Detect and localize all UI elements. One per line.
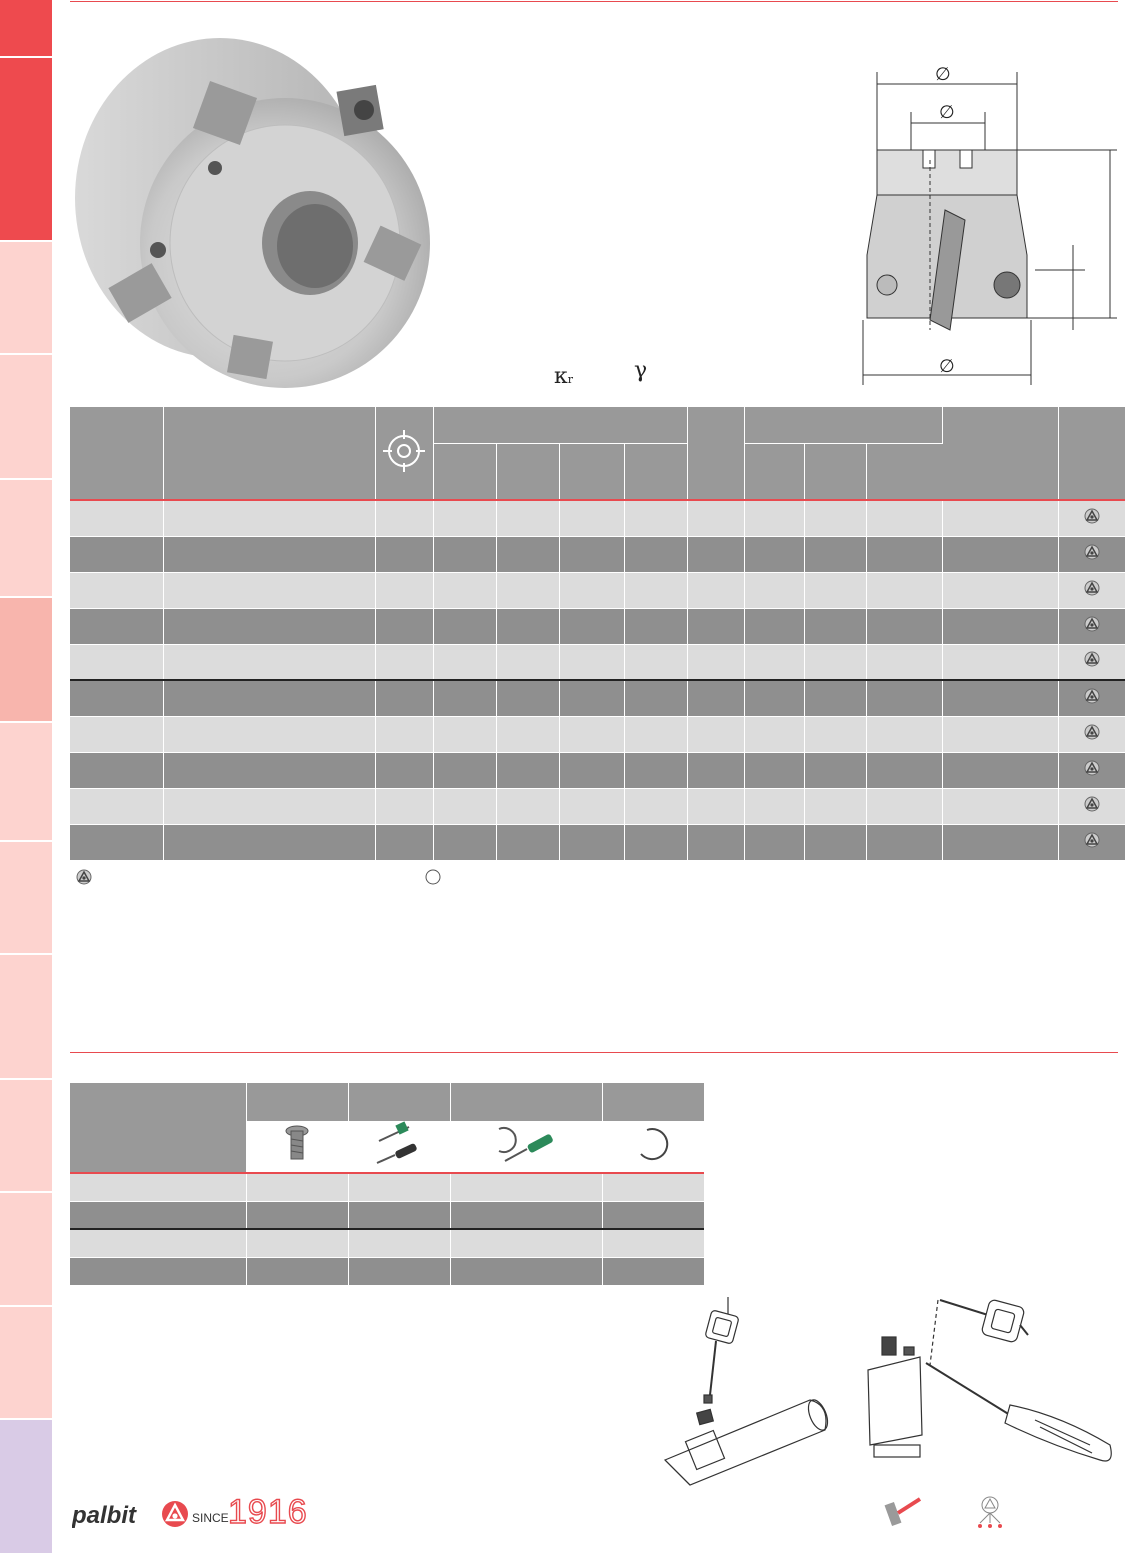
header-group-2 — [744, 407, 942, 443]
side-tab-11[interactable] — [0, 1193, 52, 1307]
table-cell — [70, 824, 163, 860]
table-cell — [70, 536, 163, 572]
stock-cell — [1058, 788, 1125, 824]
table-cell — [942, 500, 1058, 536]
side-tab-13[interactable] — [0, 1420, 52, 1555]
table-cell — [744, 644, 804, 680]
table-cell — [866, 824, 942, 860]
table-cell — [559, 536, 624, 572]
diameter-symbol-1: ∅ — [935, 64, 951, 85]
table-cell — [375, 536, 433, 572]
stock-triangle-icon — [1084, 508, 1100, 524]
table-row — [70, 572, 1125, 608]
table-cell — [866, 680, 942, 716]
table-cell — [804, 824, 866, 860]
table-cell — [433, 824, 496, 860]
acc-cell — [70, 1257, 246, 1285]
stock-triangle-icon — [1084, 724, 1100, 740]
stock-triangle-icon — [1084, 760, 1100, 776]
acc-cell — [450, 1257, 602, 1285]
stock-cell — [1058, 680, 1125, 716]
circle-icon — [425, 869, 441, 885]
side-tab-5[interactable] — [0, 480, 52, 598]
table-cell — [375, 788, 433, 824]
stock-cell — [1058, 716, 1125, 752]
table-cell — [804, 752, 866, 788]
acc-cell — [602, 1173, 704, 1201]
table-cell — [433, 788, 496, 824]
table-cell — [942, 608, 1058, 644]
table-cell — [942, 536, 1058, 572]
table-cell — [559, 644, 624, 680]
table-cell — [804, 716, 866, 752]
table-cell — [70, 752, 163, 788]
side-tab-strip — [0, 0, 52, 1555]
table-cell — [624, 500, 687, 536]
table-cell — [866, 608, 942, 644]
section-rule — [70, 1052, 1118, 1053]
table-row — [70, 644, 1125, 680]
side-tab-2[interactable] — [0, 58, 52, 242]
table-cell — [433, 680, 496, 716]
table-cell — [375, 752, 433, 788]
table-cell — [866, 644, 942, 680]
table-cell — [163, 608, 375, 644]
acc-cell — [70, 1201, 246, 1229]
acc-cell — [348, 1229, 450, 1257]
torx-key-icon — [371, 1121, 427, 1167]
acc-header-5 — [602, 1083, 704, 1121]
table-cell — [744, 500, 804, 536]
table-cell — [687, 788, 744, 824]
table-cell — [942, 824, 1058, 860]
table-cell — [804, 572, 866, 608]
table-cell — [744, 752, 804, 788]
table-cell — [624, 608, 687, 644]
header-col-1 — [70, 407, 163, 500]
table-cell — [942, 680, 1058, 716]
stock-cell — [1058, 572, 1125, 608]
table-row — [70, 536, 1125, 572]
acc-cell — [70, 1229, 246, 1257]
table-cell — [496, 716, 559, 752]
table-cell — [375, 608, 433, 644]
coolant-target-icon — [382, 429, 426, 473]
retaining-ring-icon — [633, 1124, 673, 1164]
acc-header-4 — [450, 1083, 602, 1121]
acc-cell — [450, 1229, 602, 1257]
table-cell — [375, 644, 433, 680]
acc-icon-key — [348, 1121, 450, 1173]
since-year: 1916 — [228, 1493, 308, 1531]
header-sub-2 — [496, 443, 559, 500]
table-cell — [687, 536, 744, 572]
header-coolant — [375, 407, 433, 500]
table-cell — [687, 500, 744, 536]
table-cell — [433, 644, 496, 680]
table-cell — [804, 788, 866, 824]
table-cell — [433, 752, 496, 788]
table-row — [70, 788, 1125, 824]
table-cell — [687, 680, 744, 716]
table-cell — [70, 608, 163, 644]
table-cell — [559, 680, 624, 716]
table-cell — [804, 536, 866, 572]
table-cell — [559, 500, 624, 536]
face-mill-assembly-drawing — [860, 1295, 1120, 1495]
acc-row — [70, 1173, 704, 1201]
table-cell — [433, 536, 496, 572]
legend-stock — [76, 869, 92, 890]
stock-triangle-icon — [1084, 796, 1100, 812]
table-cell — [866, 716, 942, 752]
table-cell — [866, 752, 942, 788]
torque-screwdriver-icon — [491, 1121, 561, 1167]
table-cell — [687, 716, 744, 752]
milling-cutter-photo — [70, 18, 430, 388]
table-row — [70, 500, 1125, 536]
diameter-symbol-2: ∅ — [939, 102, 955, 123]
stock-triangle-icon — [1084, 651, 1100, 667]
side-tab-7[interactable] — [0, 723, 52, 842]
stock-triangle-icon — [1084, 688, 1100, 704]
table-cell — [496, 500, 559, 536]
kappa-symbol — [554, 364, 573, 389]
header-col-2 — [163, 407, 375, 500]
stock-triangle-icon — [1084, 616, 1100, 632]
table-cell — [687, 752, 744, 788]
table-cell — [496, 680, 559, 716]
side-tab-10[interactable] — [0, 1080, 52, 1193]
header-sub-5 — [744, 443, 804, 500]
table-cell — [433, 716, 496, 752]
acc-header-2 — [246, 1083, 348, 1121]
table-cell — [744, 824, 804, 860]
table-cell — [687, 644, 744, 680]
acc-cell — [348, 1201, 450, 1229]
acc-icon-ring — [602, 1121, 704, 1173]
table-cell — [375, 824, 433, 860]
table-cell — [496, 788, 559, 824]
acc-cell — [450, 1201, 602, 1229]
table-cell — [744, 680, 804, 716]
table-cell — [559, 716, 624, 752]
table-cell — [70, 680, 163, 716]
table-cell — [163, 680, 375, 716]
table-cell — [624, 680, 687, 716]
table-cell — [375, 680, 433, 716]
table-cell — [163, 536, 375, 572]
table-cell — [163, 752, 375, 788]
stock-cell — [1058, 536, 1125, 572]
legend-on-request — [425, 869, 441, 890]
kappa-letter: κ — [554, 364, 568, 389]
table-cell — [559, 824, 624, 860]
table-cell — [163, 644, 375, 680]
table-row — [70, 824, 1125, 860]
gamma-symbol: γ — [634, 358, 648, 383]
table-cell — [942, 716, 1058, 752]
table-cell — [624, 716, 687, 752]
table-cell — [942, 752, 1058, 788]
side-tab-3[interactable] — [0, 242, 52, 355]
stock-distribution-icon — [978, 1497, 1002, 1528]
table-cell — [70, 644, 163, 680]
table-cell — [559, 572, 624, 608]
header-group-dimensions — [433, 407, 687, 443]
acc-icon-screw — [246, 1121, 348, 1173]
table-cell — [496, 752, 559, 788]
table-cell — [375, 572, 433, 608]
table-cell — [559, 788, 624, 824]
table-cell — [804, 500, 866, 536]
acc-header-3 — [348, 1083, 450, 1121]
table-cell — [942, 788, 1058, 824]
table-cell — [687, 608, 744, 644]
table-cell — [70, 716, 163, 752]
stock-triangle-icon — [1084, 580, 1100, 596]
stock-triangle-icon — [1084, 832, 1100, 848]
since-label: SINCE — [192, 1511, 229, 1525]
acc-cell — [602, 1229, 704, 1257]
diameter-symbol-3: ∅ — [939, 356, 955, 377]
table-cell — [624, 788, 687, 824]
cutter-schematic — [855, 60, 1125, 390]
table-cell — [866, 572, 942, 608]
header-col-13 — [1058, 407, 1125, 500]
table-cell — [375, 716, 433, 752]
bottom-icon-row — [880, 1495, 1040, 1535]
table-cell — [70, 500, 163, 536]
table-cell — [624, 572, 687, 608]
stock-cell — [1058, 608, 1125, 644]
header-col-12 — [942, 407, 1058, 500]
screw-tool-icon — [885, 1499, 920, 1526]
header-sub-6 — [804, 443, 866, 500]
acc-cell — [246, 1201, 348, 1229]
top-rule — [70, 1, 1118, 2]
acc-cell — [246, 1257, 348, 1285]
end-mill-assembly-drawing — [660, 1295, 840, 1495]
stock-cell — [1058, 824, 1125, 860]
acc-cell — [246, 1229, 348, 1257]
acc-cell — [602, 1201, 704, 1229]
main-product-table — [70, 407, 1125, 860]
table-cell — [559, 608, 624, 644]
table-cell — [804, 680, 866, 716]
acc-cell — [246, 1173, 348, 1201]
accessories-table — [70, 1083, 704, 1285]
table-cell — [866, 788, 942, 824]
table-cell — [163, 500, 375, 536]
palbit-logo — [72, 1497, 192, 1533]
acc-header-1 — [70, 1083, 246, 1173]
header-col-8 — [687, 407, 744, 500]
table-cell — [624, 752, 687, 788]
table-cell — [496, 536, 559, 572]
acc-cell — [348, 1257, 450, 1285]
table-cell — [163, 824, 375, 860]
table-cell — [163, 716, 375, 752]
table-cell — [624, 536, 687, 572]
table-cell — [559, 752, 624, 788]
header-sub-7 — [866, 443, 942, 500]
table-cell — [163, 788, 375, 824]
table-row — [70, 680, 1125, 716]
table-cell — [496, 572, 559, 608]
table-cell — [496, 644, 559, 680]
acc-cell — [348, 1173, 450, 1201]
table-cell — [433, 608, 496, 644]
table-cell — [744, 572, 804, 608]
side-tab-8[interactable] — [0, 842, 52, 955]
table-cell — [744, 536, 804, 572]
table-cell — [70, 572, 163, 608]
acc-cell — [602, 1257, 704, 1285]
table-cell — [496, 608, 559, 644]
kappa-subscript: r — [567, 373, 574, 386]
acc-cell — [70, 1173, 246, 1201]
since-badge — [190, 1495, 310, 1531]
table-cell — [942, 572, 1058, 608]
acc-row — [70, 1201, 704, 1229]
stock-cell — [1058, 500, 1125, 536]
stock-triangle-icon — [76, 869, 92, 885]
table-cell — [804, 608, 866, 644]
table-cell — [866, 536, 942, 572]
table-cell — [744, 608, 804, 644]
table-cell — [687, 824, 744, 860]
acc-row — [70, 1257, 704, 1285]
table-cell — [804, 644, 866, 680]
acc-cell — [450, 1173, 602, 1201]
table-cell — [70, 788, 163, 824]
acc-icon-screwdriver — [450, 1121, 602, 1173]
table-cell — [687, 572, 744, 608]
table-cell — [163, 572, 375, 608]
screw-icon — [280, 1123, 314, 1165]
table-cell — [624, 824, 687, 860]
header-sub-3 — [559, 443, 624, 500]
table-cell — [375, 500, 433, 536]
table-row — [70, 752, 1125, 788]
header-sub-1 — [433, 443, 496, 500]
table-cell — [866, 500, 942, 536]
side-tab-1[interactable] — [0, 0, 52, 58]
table-cell — [744, 716, 804, 752]
stock-cell — [1058, 644, 1125, 680]
table-row — [70, 716, 1125, 752]
table-cell — [942, 644, 1058, 680]
side-tab-12[interactable] — [0, 1307, 52, 1420]
table-cell — [744, 788, 804, 824]
table-cell — [624, 644, 687, 680]
acc-row — [70, 1229, 704, 1257]
side-tab-6[interactable] — [0, 598, 52, 723]
table-row — [70, 608, 1125, 644]
side-tab-4[interactable] — [0, 355, 52, 480]
stock-cell — [1058, 752, 1125, 788]
table-cell — [433, 500, 496, 536]
side-tab-9[interactable] — [0, 955, 52, 1080]
table-cell — [433, 572, 496, 608]
brand-name: palbit — [72, 1502, 136, 1529]
header-sub-4 — [624, 443, 687, 500]
table-cell — [496, 824, 559, 860]
stock-triangle-icon — [1084, 544, 1100, 560]
